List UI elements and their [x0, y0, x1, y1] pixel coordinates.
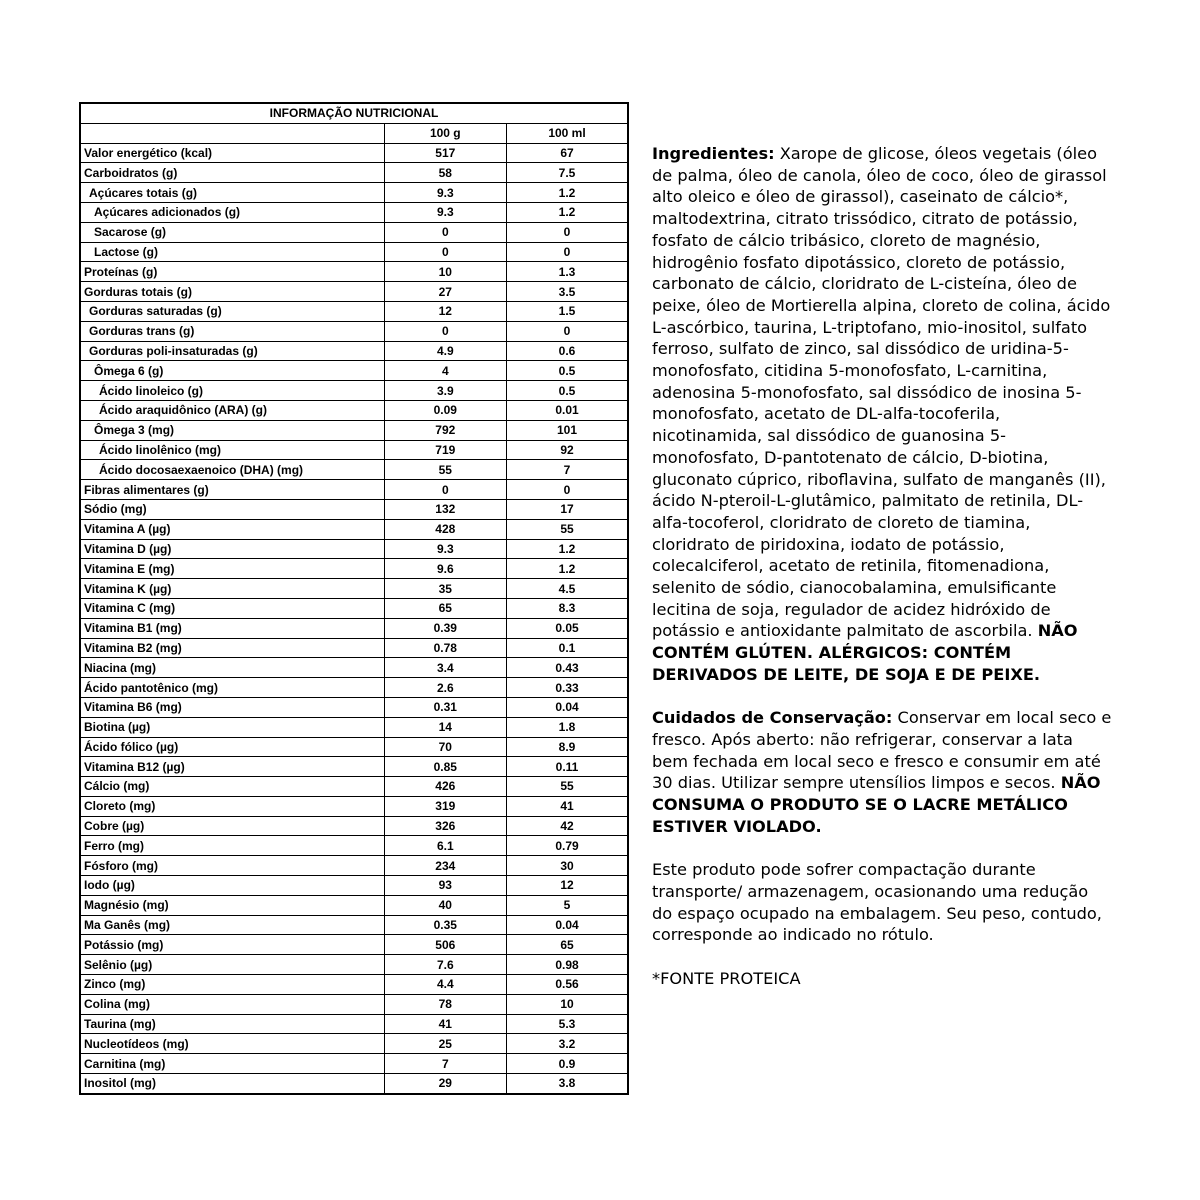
- ingredients-heading: Ingredientes:: [652, 144, 775, 163]
- value-100g: 0: [384, 222, 506, 242]
- value-100ml: 0.33: [507, 678, 628, 698]
- table-row: [80, 757, 628, 777]
- value-100g: 0.78: [384, 638, 506, 658]
- value-100ml: 0.98: [507, 955, 628, 975]
- value-100ml: 0.6: [507, 341, 628, 361]
- value-100g: 132: [384, 499, 506, 519]
- nutrient-label: Vitamina E (mg): [80, 559, 384, 579]
- table-row: [80, 796, 628, 816]
- value-100ml: 55: [507, 777, 628, 797]
- header-nutrient-cell: [80, 123, 384, 143]
- nutrient-label: Gorduras totais (g): [80, 282, 384, 302]
- value-100ml: 1.2: [507, 202, 628, 222]
- table-row: [80, 638, 628, 658]
- value-100g: 3.4: [384, 658, 506, 678]
- value-100g: 517: [384, 143, 506, 163]
- table-row: [80, 282, 628, 302]
- table-row: [80, 1054, 628, 1074]
- table-row: [80, 202, 628, 222]
- nutrient-label: Ácido linolênico (mg): [80, 440, 384, 460]
- storage-heading: Cuidados de Conservação:: [652, 708, 893, 728]
- value-100g: 41: [384, 1014, 506, 1034]
- value-100g: 0: [384, 242, 506, 262]
- value-100ml: 17: [507, 499, 628, 519]
- nutrient-label: Fósforo (mg): [80, 856, 384, 876]
- storage-paragraph: [652, 707, 1112, 837]
- value-100g: 14: [384, 717, 506, 737]
- value-100ml: 0.56: [507, 975, 628, 995]
- table-row: [80, 895, 628, 915]
- nutrient-label: Carnitina (mg): [80, 1054, 384, 1074]
- value-100ml: 41: [507, 796, 628, 816]
- value-100g: 4: [384, 361, 506, 381]
- table-row: [80, 519, 628, 539]
- nutrient-label: Zinco (mg): [80, 975, 384, 995]
- ingredients-paragraph: [652, 143, 1112, 686]
- value-100g: 7: [384, 1054, 506, 1074]
- value-100ml: 0: [507, 242, 628, 262]
- nutrient-label: Vitamina B2 (mg): [80, 638, 384, 658]
- nutrient-label: Ferro (mg): [80, 836, 384, 856]
- table-row: [80, 579, 628, 599]
- value-100ml: 7: [507, 460, 628, 480]
- table-row: [80, 678, 628, 698]
- value-100ml: 92: [507, 440, 628, 460]
- value-100g: 65: [384, 598, 506, 618]
- value-100g: 27: [384, 282, 506, 302]
- table-row: [80, 163, 628, 183]
- nutrient-label: Magnésio (mg): [80, 895, 384, 915]
- table-row: [80, 460, 628, 480]
- nutrient-label: Vitamina B12 (µg): [80, 757, 384, 777]
- value-100ml: 1.2: [507, 539, 628, 559]
- value-100ml: 1.2: [507, 559, 628, 579]
- table-row: [80, 955, 628, 975]
- table-row: [80, 183, 628, 203]
- value-100ml: 101: [507, 420, 628, 440]
- nutrient-label: Sacarose (g): [80, 222, 384, 242]
- value-100g: 3.9: [384, 381, 506, 401]
- value-100ml: 12: [507, 876, 628, 896]
- nutrient-label: Cálcio (mg): [80, 777, 384, 797]
- nutrient-label: Gorduras poli-insaturadas (g): [80, 341, 384, 361]
- nutrient-label: Vitamina B6 (mg): [80, 697, 384, 717]
- table-row: [80, 697, 628, 717]
- value-100ml: 55: [507, 519, 628, 539]
- nutrient-label: Carboidratos (g): [80, 163, 384, 183]
- nutrient-label: Potássio (mg): [80, 935, 384, 955]
- nutrient-label: Vitamina D (µg): [80, 539, 384, 559]
- nutrient-label: Taurina (mg): [80, 1014, 384, 1034]
- nutrient-label: Biotina (µg): [80, 717, 384, 737]
- table-row: [80, 915, 628, 935]
- value-100g: 9.3: [384, 183, 506, 203]
- value-100g: 9.3: [384, 539, 506, 559]
- value-100g: 0.39: [384, 618, 506, 638]
- value-100g: 55: [384, 460, 506, 480]
- value-100ml: 4.5: [507, 579, 628, 599]
- table-row: [80, 658, 628, 678]
- value-100g: 426: [384, 777, 506, 797]
- value-100g: 9.3: [384, 202, 506, 222]
- table-row: [80, 222, 628, 242]
- protein-source-footnote: *FONTE PROTEICA: [652, 968, 801, 988]
- nutrient-label: Cloreto (mg): [80, 796, 384, 816]
- allergen-warning: NÃO CONTÉM GLÚTEN. ALÉRGICOS: CONTÉM DERIVADOS DE LEITE, DE SOJA E DE PEIXE.: [652, 621, 1078, 684]
- table-row: [80, 361, 628, 381]
- table-title: INFORMAÇÃO NUTRICIONAL: [80, 103, 628, 123]
- value-100g: 2.6: [384, 678, 506, 698]
- table-row: [80, 856, 628, 876]
- table-row: [80, 400, 628, 420]
- value-100ml: 8.9: [507, 737, 628, 757]
- value-100g: 7.6: [384, 955, 506, 975]
- value-100g: 29: [384, 1074, 506, 1094]
- nutrient-label: Selênio (µg): [80, 955, 384, 975]
- table-row: [80, 301, 628, 321]
- product-info-panel: [652, 143, 1112, 989]
- ingredients-text: Xarope de glicose, óleos vegetais (óleo de palma, óleo de canola, óleo de coco, óleo de girassol alto oleico e óleo de girassol), caseinato de cálcio*, maltodextrina, citrato trissódico, citrato de potássio, fosfato de cálcio tribásico, cloreto de magnésio, hidrogênio fosfato dipotássico, cloreto de potássio, carbonato de cálcio, cloridrato de L-cisteína, óleo de peixe, óleo de Mortierella alpina, cloreto de colina, ácido L-ascórbico, taurina, L-triptofano, mio-inositol, sulfato ferroso, sulfato de zinco, sal dissódico de uridina-5-monofosfato, citidina 5-monofosfato, L-carnitina, adenosina 5-monofosfato, sal dissódico de inosina 5-monofosfato, acetato de DL-alfa-tocoferila, nicotinamida, sal dissódico de guanosina 5-monofosfato, D-pantotenato de cálcio, D-biotina, gluconato cúprico, riboflavina, sulfato de manganês (II), ácido N-pteroil-L-glutâmico, palmitato de retinila, DL-alfa-tocoferol, cloridrato de cloreto de tiamina, cloridrato de piridoxina, iodato de potássio, colecalciferol, acetato de retinila, fitomenadiona, selenito de sódio, cianocobalamina, emulsificante lecitina de soja, regulador de acidez hidróxido de potássio e antioxidante palmitato de ascorbila.: [652, 144, 1111, 641]
- value-100g: 0.09: [384, 400, 506, 420]
- table-row: [80, 1014, 628, 1034]
- nutrient-label: Nucleotídeos (mg): [80, 1034, 384, 1054]
- value-100ml: 5.3: [507, 1014, 628, 1034]
- value-100g: 93: [384, 876, 506, 896]
- nutrient-label: Lactose (g): [80, 242, 384, 262]
- value-100g: 58: [384, 163, 506, 183]
- value-100ml: 1.3: [507, 262, 628, 282]
- value-100g: 326: [384, 816, 506, 836]
- value-100ml: 1.5: [507, 301, 628, 321]
- value-100ml: 10: [507, 994, 628, 1014]
- table-row: [80, 559, 628, 579]
- nutrient-label: Ômega 3 (mg): [80, 420, 384, 440]
- value-100ml: 0.43: [507, 658, 628, 678]
- value-100g: 25: [384, 1034, 506, 1054]
- table-row: [80, 262, 628, 282]
- value-100ml: 30: [507, 856, 628, 876]
- value-100g: 0: [384, 480, 506, 500]
- value-100g: 70: [384, 737, 506, 757]
- table-row: [80, 737, 628, 757]
- nutrient-label: Gorduras saturadas (g): [80, 301, 384, 321]
- nutrient-label: Cobre (µg): [80, 816, 384, 836]
- value-100ml: 42: [507, 816, 628, 836]
- value-100ml: 5: [507, 895, 628, 915]
- value-100g: 78: [384, 994, 506, 1014]
- compaction-note: Este produto pode sofrer compactação durante transporte/ armazenagem, ocasionando uma redução do espaço ocupado na embalagem. Seu peso, contudo, corresponde ao indicado no rótulo.: [652, 860, 1102, 945]
- value-100g: 4.9: [384, 341, 506, 361]
- table-row: [80, 341, 628, 361]
- header-100g: 100 g: [384, 123, 506, 143]
- value-100ml: 0.01: [507, 400, 628, 420]
- table-row: [80, 420, 628, 440]
- value-100ml: 8.3: [507, 598, 628, 618]
- value-100g: 12: [384, 301, 506, 321]
- nutrient-label: Valor energético (kcal): [80, 143, 384, 163]
- value-100ml: 0: [507, 321, 628, 341]
- nutrient-label: Ácido docosaexaenoico (DHA) (mg): [80, 460, 384, 480]
- value-100g: 319: [384, 796, 506, 816]
- seal-warning: NÃO CONSUMA O PRODUTO SE O LACRE METÁLICO ESTIVER VIOLADO.: [652, 773, 1101, 836]
- value-100g: 0: [384, 321, 506, 341]
- nutrient-label: Açúcares adicionados (g): [80, 202, 384, 222]
- nutrient-label: Iodo (µg): [80, 876, 384, 896]
- value-100ml: 0.11: [507, 757, 628, 777]
- value-100g: 40: [384, 895, 506, 915]
- table-row: [80, 499, 628, 519]
- value-100g: 792: [384, 420, 506, 440]
- value-100g: 10: [384, 262, 506, 282]
- value-100g: 4.4: [384, 975, 506, 995]
- nutrient-label: Ácido linoleico (g): [80, 381, 384, 401]
- value-100ml: 67: [507, 143, 628, 163]
- table-row: [80, 381, 628, 401]
- value-100ml: 3.2: [507, 1034, 628, 1054]
- table-row: [80, 321, 628, 341]
- value-100ml: 0.5: [507, 381, 628, 401]
- nutrient-label: Ácido araquidônico (ARA) (g): [80, 400, 384, 420]
- value-100ml: 7.5: [507, 163, 628, 183]
- value-100ml: 3.5: [507, 282, 628, 302]
- value-100g: 6.1: [384, 836, 506, 856]
- value-100g: 9.6: [384, 559, 506, 579]
- value-100ml: 0.79: [507, 836, 628, 856]
- nutrient-label: Vitamina K (µg): [80, 579, 384, 599]
- nutrient-label: Vitamina C (mg): [80, 598, 384, 618]
- value-100ml: 65: [507, 935, 628, 955]
- value-100ml: 0.1: [507, 638, 628, 658]
- value-100ml: 0.05: [507, 618, 628, 638]
- table-row: [80, 598, 628, 618]
- nutrient-label: Fibras alimentares (g): [80, 480, 384, 500]
- value-100g: 0.35: [384, 915, 506, 935]
- table-row: [80, 836, 628, 856]
- value-100ml: 0: [507, 222, 628, 242]
- table-row: [80, 816, 628, 836]
- nutrient-label: Ma Ganês (mg): [80, 915, 384, 935]
- table-row: [80, 994, 628, 1014]
- value-100g: 234: [384, 856, 506, 876]
- table-header-row: [80, 123, 628, 143]
- value-100ml: 1.8: [507, 717, 628, 737]
- nutrient-label: Vitamina A (µg): [80, 519, 384, 539]
- value-100ml: 0.04: [507, 697, 628, 717]
- value-100g: 428: [384, 519, 506, 539]
- value-100g: 0.85: [384, 757, 506, 777]
- nutrient-label: Colina (mg): [80, 994, 384, 1014]
- nutrient-label: Ácido fólico (µg): [80, 737, 384, 757]
- table-row: [80, 876, 628, 896]
- value-100g: 506: [384, 935, 506, 955]
- table-title-row: [80, 103, 628, 123]
- table-row: [80, 777, 628, 797]
- value-100g: 0.31: [384, 697, 506, 717]
- nutrition-table-body: [80, 143, 628, 1094]
- table-row: [80, 1074, 628, 1094]
- nutrient-label: Ômega 6 (g): [80, 361, 384, 381]
- table-row: [80, 480, 628, 500]
- nutrient-label: Ácido pantotênico (mg): [80, 678, 384, 698]
- table-row: [80, 717, 628, 737]
- storage-text: Conservar em local seco e fresco. Após aberto: não refrigerar, conservar a lata bem fechada em local seco e fresco e consumir em até 30 dias. Utilizar sempre utensílios limpos e secos.: [652, 708, 1112, 793]
- table-row: [80, 440, 628, 460]
- value-100ml: 1.2: [507, 183, 628, 203]
- value-100ml: 0: [507, 480, 628, 500]
- nutrition-facts-table: [79, 102, 629, 1095]
- value-100ml: 0.5: [507, 361, 628, 381]
- value-100ml: 0.9: [507, 1054, 628, 1074]
- value-100ml: 0.04: [507, 915, 628, 935]
- value-100g: 35: [384, 579, 506, 599]
- nutrient-label: Gorduras trans (g): [80, 321, 384, 341]
- nutrient-label: Proteínas (g): [80, 262, 384, 282]
- table-row: [80, 1034, 628, 1054]
- nutrient-label: Niacina (mg): [80, 658, 384, 678]
- table-row: [80, 539, 628, 559]
- nutrient-label: Inositol (mg): [80, 1074, 384, 1094]
- table-row: [80, 143, 628, 163]
- table-row: [80, 618, 628, 638]
- value-100g: 719: [384, 440, 506, 460]
- table-row: [80, 242, 628, 262]
- header-100ml: 100 ml: [507, 123, 628, 143]
- nutrient-label: Sódio (mg): [80, 499, 384, 519]
- nutrient-label: Vitamina B1 (mg): [80, 618, 384, 638]
- table-row: [80, 935, 628, 955]
- nutrient-label: Açúcares totais (g): [80, 183, 384, 203]
- table-row: [80, 975, 628, 995]
- value-100ml: 3.8: [507, 1074, 628, 1094]
